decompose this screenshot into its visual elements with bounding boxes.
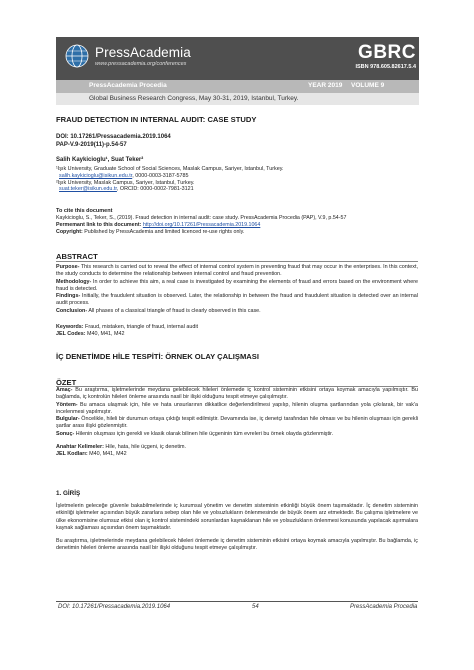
page-number: 54 — [252, 604, 259, 610]
purpose-text: This research is carried out to reveal the effect of internal control system in preventing fraud that may occur in the enterprises. In this context, the study conducts to determine the relationship between internal control and fraud prevention. — [56, 264, 418, 278]
amac-label: Amaç- — [56, 387, 73, 393]
keywords-line — [56, 324, 418, 331]
abstract-rule — [56, 261, 418, 262]
isbn-label: ISBN 978.605.82617.5.4 — [355, 64, 416, 70]
bulgular-label: Bulgular- — [56, 416, 80, 423]
footer-doi: DOI: 10.17261/Pressacademia.2019.1064 — [58, 604, 171, 610]
affiliation-1: ¹Işık University, Graduate School of Social Sciences, Maslak Campus, Sariyer, Istanbul, Turkey. — [56, 166, 284, 172]
intro-heading: 1. GİRİŞ — [56, 490, 81, 497]
bulgular-text: Öncelikle, hileli bir durumun ortaya çıktığı tespit edilmiştir. Devamında ise, iç denetçi tarafından hile olması ve bu hilenin oluşması için gerekli şartlar arası ilişki gözlenmiştir. — [56, 416, 418, 430]
copyright-label: Copyright: — [56, 229, 85, 235]
copyright-line — [56, 229, 418, 236]
purpose-label: Purpose- — [56, 264, 80, 270]
globe-icon — [65, 44, 89, 68]
jel-line — [56, 331, 418, 338]
publisher-name: PressAcademia — [95, 45, 191, 60]
intro-paragraph-2: Bu araştırma, işletmelerinde meydana gelebilecek hileleri önlemede iç denetim sisteminin etkisini ortaya koymak amacıyla yapılmıştır. Bu bağlamda, iç denetimin hileleri önleme arasında nasil bir ilişki olduğunu tespit etmeye çalışılmıştır. — [56, 538, 418, 552]
congress-info: Global Business Research Congress, May 30-31, 2019, Istanbul, Turkey. — [89, 94, 299, 102]
ozet-heading: ÖZET — [56, 378, 77, 387]
article-doi: DOI: 10.17261/Pressacademia.2019.1064 — [56, 134, 171, 140]
affiliation-2: ²Işık University, Maslak Campus, Sariyer, Istanbul, Turkey. — [56, 179, 195, 186]
citation-text: Kaykicioglu, S., Teker, S., (2019). Fraud detection in internal audit: case study. PressAcademia Procedia (PAP), V.9, p.54-57 — [56, 215, 347, 221]
jel-label: JEL Codes: — [56, 331, 86, 338]
anahtar-text: Hile, hata, hile üçgeni, iç denetim. — [103, 444, 187, 450]
abstract-heading: ABSTRACT — [56, 252, 98, 261]
ozet-amac — [56, 387, 418, 402]
article-title: FRAUD DETECTION IN INTERNAL AUDIT: CASE STUDY — [56, 115, 257, 124]
keywords-text: Fraud, mistaken, triangle of fraud, internal audit — [83, 324, 199, 330]
conclusion-label: Conclusion- — [56, 307, 88, 314]
year-label: YEAR 2019 — [308, 82, 343, 89]
findings-label: Findings- — [56, 293, 81, 300]
permalink-label: Permemant link to this document: — [56, 222, 143, 228]
anahtar-label: Anahtar Kelimeler: — [56, 444, 104, 450]
congress-strip — [56, 93, 419, 105]
ozet-sonuc — [56, 431, 418, 438]
volume-label: VOLUME 9 — [351, 82, 385, 89]
article-pap: PAP-V.9-2019(11)-p.54-57 — [56, 142, 127, 148]
authors: Salih Kaykicioglu¹, Suat Teker² — [56, 157, 144, 163]
keywords-block — [56, 324, 418, 338]
abstract-method — [56, 279, 418, 294]
affiliations — [56, 166, 418, 193]
ozet-bulgular — [56, 416, 418, 431]
orcid-1: , 0000-0003-3187-5785 — [132, 172, 189, 179]
proceedings-name: PressAcademia Procedia — [89, 82, 167, 89]
method-text: In order to achieve this aim, a real case is investigated by examining the elements of fraud and errors based on the environment where fraud is detected. — [56, 278, 418, 292]
yontem-label: Yöntem- — [56, 401, 78, 408]
article-ids — [56, 133, 418, 149]
anahtar-line — [56, 444, 418, 451]
citation-heading: To cite this document — [56, 208, 113, 214]
publisher-url: www.pressacademia.org/conferences — [95, 61, 187, 67]
sonuc-label: Sonuç- — [56, 430, 75, 437]
abstract-conclusion — [56, 308, 418, 315]
copyright-text: Published by PressAcademia and limited licenced re-use rights only. — [84, 229, 245, 235]
journal-abbr: GBRC — [358, 42, 416, 63]
abstract-purpose — [56, 264, 418, 279]
proceedings-strip — [56, 80, 419, 93]
ozet-yontem — [56, 402, 418, 417]
abstract-findings — [56, 293, 418, 308]
abstract-body — [56, 264, 418, 315]
anahtar-block — [56, 444, 418, 458]
footer-rule — [56, 601, 418, 602]
findings-text: Initially, the fraudulent situation is observed. Later, the relationship in between the fraud and fraudulent situation is detected over an internal audit process. — [56, 293, 418, 307]
footer-journal: PressAcademia Procedia — [350, 604, 418, 610]
jel-text: M40, M41, M42 — [85, 331, 125, 338]
amac-text: Bu araştırma, işletmelerinde meydana gelebilecek hileleri önlemede iç kontrol sisteminin etkisini ortaya koymak amacıyla yapılmıştır. Bu bağlamda, iç kontrolün hileleri önleme arasında nasil bir ilişki olduğunu tespit etmeye çalışılmıştır. — [56, 387, 418, 401]
conclusion-text: All phases of a classical triangle of fraud is clearly observed in this case. — [87, 307, 261, 314]
permalink-url[interactable]: http://doi.org/10.17261/Pressacademia.2019.1064 — [142, 222, 261, 228]
contact-2 — [56, 186, 418, 193]
citation-block — [56, 215, 418, 236]
yontem-text: Bu amaca ulaşmak için, hile ve hata unsurlarının dikkatlice değerlendirilmesi yapılıp, hilenin oluşma şartlarından yola çıkılarak, bir vak'a incelenmesi yapılmıştır. — [56, 401, 418, 415]
intro-paragraph-1: İşletmelerin geleceğe güvenle bakabilmelerinde iç kurumsal yönetim ve denetim sisteminin etkinliği büyük önem taşımaktadır. İç denetim sisteminin etkinliği işletmeler açısından büyük zararlara sebep olan hile ve yolsuzlukların önlenmesinde de büyük önem arz etmektedir. Bu çalışma işletmelere ve ülke ekonomisine olumsuz etkisi olan iç kontrol sistemindeki sorunlardan kaynaklanan hile ve yolsuzlukların önlenmesi konusunda yapılacak aşırmalara kaynak sağlaması açısından önem taşımaktadır. — [56, 503, 418, 531]
orcid-2: , ORCID: 0000-0002-7981-3121 — [116, 186, 194, 193]
jel-kodlari-text: M40, M41, M42 — [87, 451, 127, 458]
turkish-title: İÇ DENETİMDE HİLE TESPİTİ: ÖRNEK OLAY ÇALIŞMASI — [56, 352, 259, 361]
jel-kodlari-line — [56, 451, 418, 458]
method-label: Methodology- — [56, 278, 92, 285]
keywords-label: Keywords: — [56, 324, 84, 330]
email-link-1[interactable]: salih.kaykicioglu@isikun.edu.tr — [59, 172, 133, 179]
contact-1 — [56, 173, 418, 180]
sonuc-text: Hilenin oluşması için gerekli ve klasik olarak bilinen hile üçgeninin tüm evreleri bu örnek olayda gözlenmiştir. — [74, 430, 334, 437]
permalink-line — [56, 222, 418, 229]
jel-kodlari-label: JEL Kodları: — [56, 451, 88, 458]
ozet-body — [56, 387, 418, 438]
email-link-2[interactable]: suat.teker@isikun.edu.tr — [59, 186, 117, 193]
